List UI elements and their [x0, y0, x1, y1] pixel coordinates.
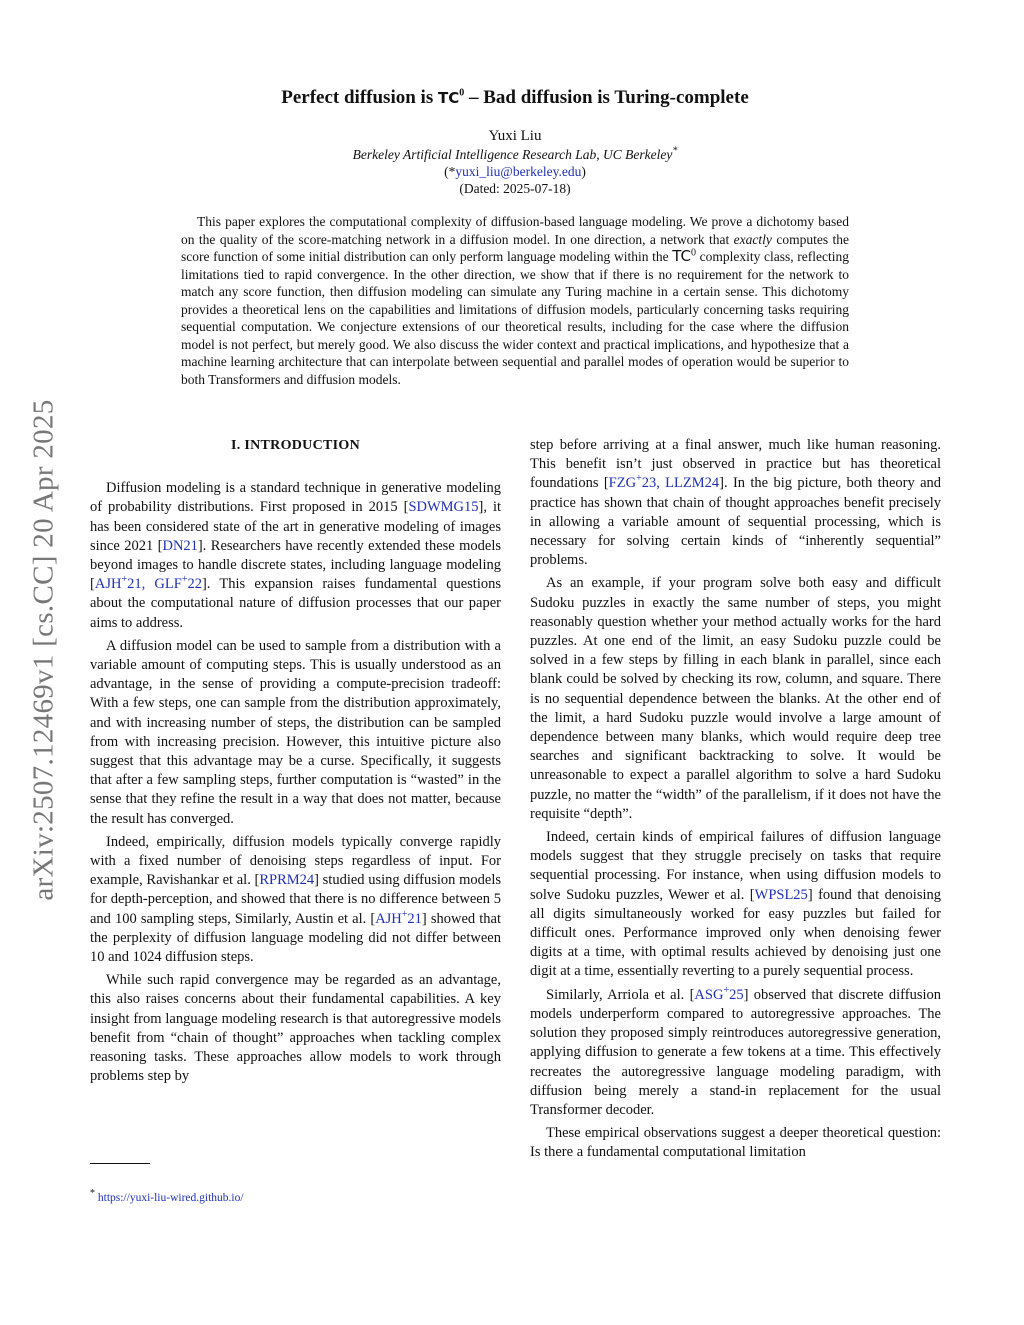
citation-link[interactable]: SDWMG15 [408, 499, 479, 516]
citation-link[interactable]: FZG+23, LLZM24 [608, 473, 720, 492]
affiliation: Berkeley Artificial Intelligence Research Lab, UC Berkeley* [352, 145, 678, 162]
email-link[interactable]: yuxi_liu@berkeley.edu [455, 164, 582, 179]
paper-title: Perfect diffusion is $TC^0$ – Bad diffusion is Turing-complete [281, 87, 749, 108]
paragraph: A diffusion model can be used to sample from a distribution with a variable amount of computing steps. This is usually understood as an advantage, in the sense of providing a compute-precision tradeoff: With a few steps, one can sample from the distribution approximately, and with increasing number of steps, the distribution can be sampled from with increasing precision. However, this intuitive picture also suggest that this advantage may be a curse. Specifically, it suggests that after a few sampling steps, further computation is “wasted” in the sense that they refine the result in a way that does not matter, because the result has converged. [90, 637, 501, 827]
citation-link[interactable]: AJH+21, GLF+22 [94, 574, 202, 593]
citation-link[interactable]: ASG+25 [694, 984, 744, 1003]
paragraph: Diffusion modeling is a standard technique in generative modeling of probability distributions. First proposed in 2015 [SDWMG15], it has been considered state of the art in generative modeling of images since 2021 [DN21]. Researchers have recently extended these models beyond images to handle discrete states, including language modeling [AJH+21, GLF+22]. This expansion raises fundamental questions about the computational nature of diffusion processes that our paper aims to address. [90, 480, 502, 631]
paper-header [150, 84, 880, 197]
arxiv-stamp [21, 355, 66, 945]
author-name: Yuxi Liu [488, 128, 542, 144]
left-column [90, 436, 501, 1091]
section-heading: I. INTRODUCTION [231, 438, 360, 453]
arxiv-stamp-text: arXiv:2507.12469v1 [cs.CC] 20 Apr 2025 [27, 399, 59, 901]
abstract: This paper explores the computational complexity of diffusion-based language modeling. We prove a dichotomy based on the quality of the score-matching network in a diffusion model. In one direction, a network that exactly computes the score function of some initial distribution can only perform language modeling within the $TC^0$ complexity class, reflecting limitations tied to rapid convergence. In the other direction, we show that if there is no requirement for the network to match any score function, then diffusion modeling can simulate any Turing machine in a certain sense. This dichotomy provides a theoretical lens on the capabilities and limitations of diffusion models, particularly concerning tasks requiring sequential computation. We conjecture extensions of our theoretical results, including for the case where the diffusion model is not perfect, but merely good. We also discuss the wider context and practical implications, and hypothesize that a machine learning architecture that can interpolate between sequential and parallel modes of operation would be superior to both Transformers and diffusion models. [181, 214, 849, 387]
footnote-link[interactable]: https://yuxi-liu-wired.github.io/ [97, 1192, 244, 1204]
email-line: (*yuxi_liu@berkeley.edu) [444, 164, 586, 179]
paragraph: These empirical observations suggest a deeper theoretical question: Is there a fundamental computational limitation [530, 1125, 941, 1161]
paragraph: Indeed, certain kinds of empirical failures of diffusion language models suggest that they struggle precisely on tasks that require sequential processing. For instance, when using diffusion models to solve Sudoku puzzles, Wewer et al. [WPSL25] found that denoising all digits simultaneously worked for easy puzzles but failed for difficult ones. Performance improved only when denoising fewer digits at a time, with optimal results achieved by denoising just one digit at a time, essentially reverting to a purely sequential process. [530, 829, 941, 980]
citation-link[interactable]: RPRM24 [259, 872, 315, 889]
paragraph: As an example, if your program solve both easy and difficult Sudoku puzzles in exactly the same number of steps, you might reasonably question whether your method actually works for the hard puzzles. At one end of the limit, an easy Sudoku puzzle could be solved in a few steps by filling in each blank in parallel, since each blank could be solved by checking its row, column, and square. There is no sequential dependence between the blanks. At the other end of the limit, a hard Sudoku puzzle would involve a large amount of dependence between many blanks, which would require deep tree searches and significant backtracking to solve. It would be unreasonable to expect a parallel algorithm to solve a hard Sudoku puzzle, no matter the “width” of the parallelism, if it does not have the requisite “depth”. [530, 575, 941, 822]
citation-link[interactable]: AJH+21 [375, 908, 422, 927]
tc-symbol: TC [437, 89, 460, 107]
paragraph: Indeed, empirically, diffusion models typically converge rapidly with a fixed number of denoising steps regardless of input. For example, Ravishankar et al. [RPRM24] studied using diffusion models for depth-perception, and showed that there is no difference between 5 and 100 sampling steps, Similarly, Austin et al. [AJH+21] showed that the perplexity of diffusion language modeling did not differ between 10 and 1024 diffusion steps. [90, 833, 501, 966]
footnote: * https://yuxi-liu-wired.github.io/ [90, 1188, 244, 1204]
citation-link[interactable]: WPSL25 [754, 886, 808, 903]
citation-link[interactable]: DN21 [162, 537, 198, 554]
paragraph: step before arriving at a final answer, much like human reasoning. This benefit isn’t just observed in practice but has theoretical foundations [FZG+23, LLZM24]. In the big picture, both theory and practice has shown that chain of thought approaches benefit precisely in allowing a variable amount of sequential processing, which is necessary for solving certain kinds of “inherently sequential” problems. [530, 437, 942, 569]
footnote-rule [90, 1163, 150, 1164]
right-column [530, 436, 941, 1167]
dated-line: (Dated: 2025-07-18) [459, 181, 571, 196]
paragraph: Similarly, Arriola et al. [ASG+25] observed that discrete diffusion models underperform compared to autoregressive approaches. The solution they proposed simply reintroduces autoregressive generation, applying diffusion to generate a few tokens at a time. This effectively recreates the autoregressive language modeling paradigm, with diffusion being merely a stand-in replacement for the usual Transformer decoder. [530, 984, 941, 1118]
paragraph: While such rapid convergence may be regarded as an advantage, this also raises concerns about their fundamental capabilities. A key insight from language modeling research is that autoregressive models benefit from “chain of thought” approaches when tackling complex reasoning tasks. These approaches allow models to work through problems step by [90, 972, 501, 1085]
